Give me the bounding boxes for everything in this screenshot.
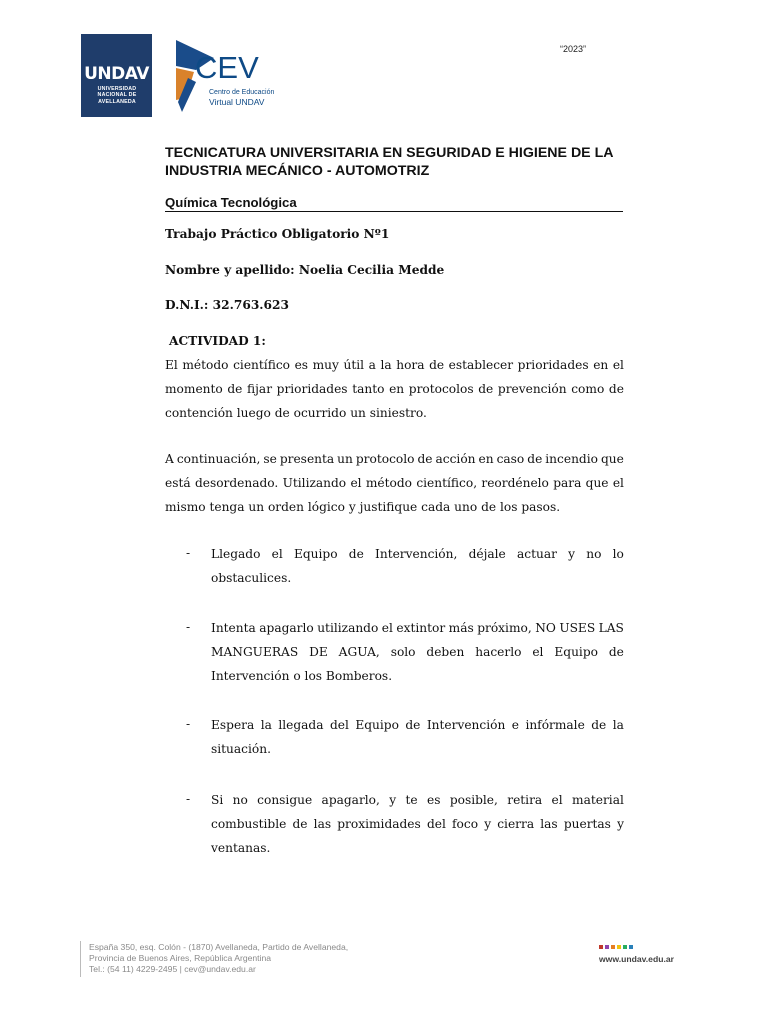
word: del [329,718,349,732]
justified-line [165,353,624,377]
word: lo [612,547,624,561]
bullet-last-line: situación. [211,742,271,756]
bullet-last-line: obstaculices. [211,571,292,585]
word: de [608,382,624,396]
word: combustible [211,817,287,831]
word: próximo, [477,621,532,635]
word: momento [165,382,223,396]
word: método [182,358,229,372]
title-line: TECNICATURA UNIVERSITARIA EN SEGURIDAD E HIGIENE DE LA [165,145,614,161]
word: de [527,452,543,466]
word: del [426,817,446,831]
footer-address-line: Provincia de Buenos Aires, República Argentina [89,953,272,963]
word: apagarlo [259,621,314,635]
word: la [380,358,392,372]
word: Equipo [293,547,338,561]
undav-logo [81,34,152,117]
word: posible, [449,793,498,807]
cev-logo-line2: Virtual UNDAV [209,97,265,107]
word: Equipo [554,645,598,659]
undav-logo-line: NACIONAL DE [97,92,137,99]
word: no [586,547,602,561]
bullet-item [211,788,624,860]
color-dot [599,945,603,949]
paragraph-1 [165,353,624,425]
word: científico [233,358,290,372]
word: método [365,476,413,490]
word: Si [211,793,224,807]
word: déjale [468,547,506,561]
justified-line [165,471,624,495]
subject-heading: Química Tecnológica [165,194,623,212]
word: tanto [352,382,385,396]
bullet-marker: - [186,620,191,634]
word: en [478,452,494,466]
word: proximidades [337,817,421,831]
word: de [227,382,243,396]
word: de [348,547,364,561]
word: desordenado. [194,476,279,490]
activity-heading: ACTIVIDAD 1: [169,334,266,348]
word: de [405,718,421,732]
word: las [540,817,558,831]
title-line: INDUSTRIA MECÁNICO - AUTOMOTRIZ [165,163,430,179]
word: no [232,793,248,807]
word: el [551,793,563,807]
word: te [405,793,418,807]
word: la [260,718,272,732]
word: presenta [279,452,335,466]
word: USES [559,621,596,635]
bullet-last-line: ventanas. [211,841,271,855]
word: de [417,452,433,466]
color-dot [629,945,633,949]
word: Equipo [355,718,399,732]
word: más [448,621,474,635]
undav-logo-line: UNIVERSIDAD [97,86,137,92]
word: hacerlo [475,645,522,659]
paragraph-last-line: mismo tenga un orden lógico y justifique cada uno de los pasos. [165,500,561,514]
word: material [572,793,624,807]
word: deben [426,645,465,659]
word: Intervención [426,718,506,732]
word: a [368,358,376,372]
bullet-item [211,616,624,688]
word: útil [343,358,365,372]
undav-wordmark: UNDAV [84,64,149,84]
student-name: Nombre y apellido: Noelia Cecilia Medde [165,263,445,277]
word: y [568,547,576,561]
word: NO [535,621,556,635]
word: en [593,358,609,372]
word: continuación, [176,452,261,466]
word: es [426,793,441,807]
word: de [591,718,607,732]
word: protocolos [408,382,474,396]
word: en [389,382,405,396]
word: AGUA, [338,645,380,659]
cev-logo [174,38,275,114]
document-title [165,144,635,180]
word: de [292,817,308,831]
word: el [532,645,544,659]
word: llegada [278,718,324,732]
justified-line [211,616,624,640]
word: prioridades [517,358,589,372]
word: para [553,476,582,490]
footer-contact: Tel.: (54 11) 4229-2495 | cev@undav.edu.ar [89,964,256,974]
word: consigue [257,793,313,807]
footer-divider [80,941,81,977]
assignment-title: Trabajo Práctico Obligatorio Nº1 [165,227,390,241]
color-dots-icon [599,945,633,949]
footer-address [89,942,348,975]
student-dni: D.N.I.: 32.763.623 [165,298,289,312]
undav-logo-subtitle [87,86,147,105]
bullet-marker: - [186,717,191,731]
word: solo [390,645,416,659]
word: apagarlo, [321,793,380,807]
word: como [571,382,605,396]
word: caso [496,452,525,466]
word: prevención [497,382,567,396]
word: puertas [563,817,611,831]
justified-line [211,542,624,566]
bullet-last-line: Intervención o los Bomberos. [211,669,393,683]
color-dot [617,945,621,949]
word: un [337,452,353,466]
word: se [263,452,277,466]
word: de [429,358,445,372]
word: utilizando [317,621,379,635]
word: Llegado [211,547,261,561]
word: de [608,645,624,659]
word: protocolo [355,452,415,466]
justified-line [211,812,624,836]
cev-wordmark: CEV [195,50,259,85]
word: reordénelo [481,476,549,490]
justified-line [165,377,624,401]
word: de [478,382,494,396]
word: el [612,358,624,372]
word: que [585,476,609,490]
word: y [617,817,624,831]
word: científico, [416,476,478,490]
word: y [389,793,397,807]
word: Intenta [211,621,256,635]
justified-line [211,788,624,812]
color-dot [611,945,615,949]
word: Espera [211,718,255,732]
word: la [612,718,624,732]
word: extintor [396,621,446,635]
bullet-marker: - [186,546,191,560]
word: el [612,476,624,490]
word: el [381,621,393,635]
word: el [271,547,283,561]
undav-logo-line: AVELLANEDA [98,98,136,105]
justified-line [211,640,624,664]
bullet-marker: - [186,792,191,806]
word: fijar [247,382,273,396]
word: infórmale [525,718,585,732]
word: foco [452,817,479,831]
word: incendio [545,452,598,466]
word: las [313,817,332,831]
color-dot [605,945,609,949]
word: Intervención, [375,547,458,561]
word: MANGUERAS [211,645,299,659]
word: cierra [497,817,535,831]
paragraph-2 [165,447,624,519]
website-link[interactable]: www.undav.edu.ar [599,954,674,964]
word: DE [309,645,328,659]
word: El [165,358,178,372]
cev-logo-line1: Centro de Educación [209,89,275,96]
word: LAS [598,621,624,635]
word: el [350,476,362,490]
word: está [165,476,191,490]
word: establecer [448,358,514,372]
word: muy [312,358,339,372]
word: e [511,718,519,732]
justified-line [211,713,624,737]
justified-line [165,447,624,471]
word: prioridades [276,382,348,396]
word: actuar [516,547,557,561]
bullet-item [211,542,624,590]
color-dot [623,945,627,949]
word: hora [396,358,425,372]
word: A [165,452,174,466]
word: y [484,817,492,831]
paragraph-last-line: contención luego de ocurrido un siniestro. [165,406,427,420]
bullet-item [211,713,624,761]
word: Utilizando [282,476,347,490]
word: retira [507,793,543,807]
word: es [294,358,309,372]
word: acción [435,452,476,466]
footer-address-line: España 350, esq. Colón - (1870) Avellaneda, Partido de Avellaneda, [89,942,349,952]
year-label: “2023” [560,44,587,54]
word: que [600,452,624,466]
